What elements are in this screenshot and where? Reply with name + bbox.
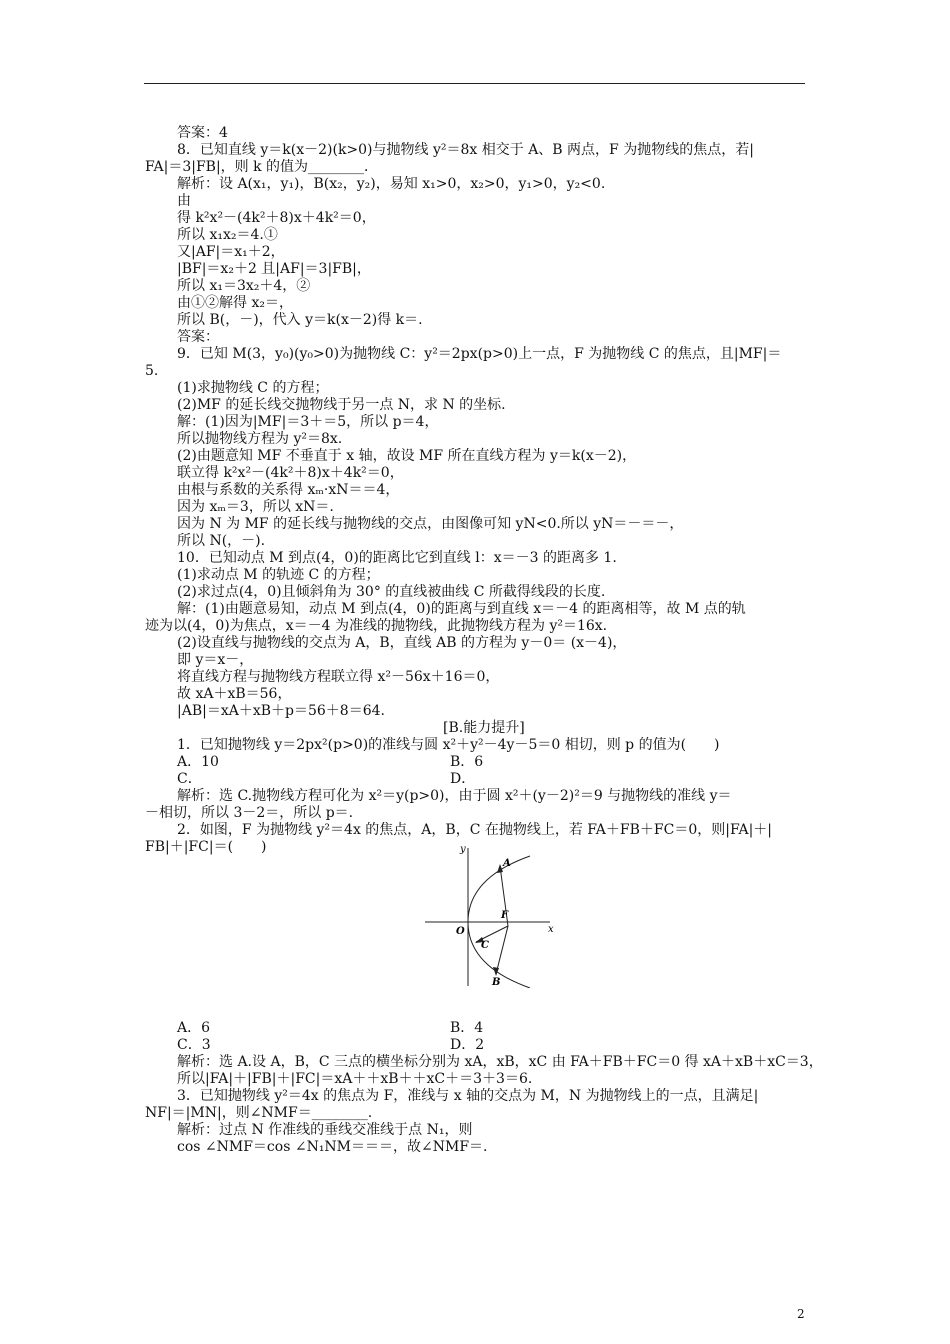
text-line: 迹为以(4，0)为焦点，x＝－4 为准线的抛物线，此抛物线方程为 y²＝16x. (145, 618, 608, 634)
text-line: 因为 xₘ＝3，所以 xN＝. (177, 499, 334, 515)
text-line: 所以|FA|＋|FB|＋|FC|＝xA＋＋xB＋＋xC＋＝3＋3＝6. (177, 1071, 533, 1087)
text-line: 答案： (177, 329, 219, 345)
text-line: 1．已知抛物线 y＝2px²(p>0)的准线与圆 x²＋y²－4y－5＝0 相切，则 p 的值为( ) (177, 737, 720, 753)
arrow-b (493, 967, 499, 976)
text-line: 3．已知抛物线 y²＝4x 的焦点为 F，准线与 x 轴的交点为 M，N 为抛物线上的一点，且满足| (177, 1088, 759, 1104)
text-line: (1)求动点 M 的轨迹 C 的方程； (177, 567, 380, 583)
text-line: 所以 B(，－)，代入 y＝k(x－2)得 k＝. (177, 312, 423, 328)
text-line: －相切，所以 3－2＝，所以 p＝. (145, 805, 354, 821)
text-line: NF|＝|MN|，则∠NMF＝________. (145, 1105, 373, 1121)
text-line: B．4 (450, 1020, 484, 1036)
text-line: 故 xA＋xB＝56， (177, 686, 292, 702)
text-line: FA|＝3|FB|，则 k 的值为________． (145, 159, 379, 175)
text-line: 2．如图，F 为抛物线 y²＝4x 的焦点，A，B，C 在抛物线上，若 FA＋FB＋FC＝0，则|FA|＋| (177, 822, 773, 838)
text-line: (2)由题意知 MF 不垂直于 x 轴，故设 MF 所在直线方程为 y＝k(x－2)， (177, 448, 637, 464)
text-line: 解析：过点 N 作准线的垂线交准线于点 N₁，则 (177, 1122, 473, 1138)
text-line: 10．已知动点 M 到点(4，0)的距离比它到直线 l：x＝－3 的距离多 1. (177, 550, 617, 566)
text-line: D． (450, 771, 476, 787)
page-number: 2 (797, 1307, 805, 1321)
text-line: FB|＋|FC|＝( ) (145, 839, 267, 855)
text-line: (2)求过点(4，0)且倾斜角为 30° 的直线被曲线 C 所截得线段的长度. (177, 584, 606, 600)
header-rule (144, 83, 805, 84)
text-line: 由 (177, 193, 191, 209)
label-b: B (492, 977, 501, 988)
text-line: 所以 x₁x₂＝4.① (177, 227, 278, 243)
text-line: D．2 (450, 1037, 485, 1053)
text-line: (1)求抛物线 C 的方程； (177, 380, 329, 396)
text-line: |BF|＝x₂＋2 且|AF|＝3|FB|， (177, 261, 371, 277)
text-line: B．6 (450, 754, 484, 770)
label-c: C (481, 940, 489, 951)
text-line: 答案：4 (177, 125, 228, 141)
text-line: |AB|＝xA＋xB＋p＝56＋8＝64. (177, 703, 385, 719)
label-y: y (460, 844, 466, 855)
segment-fb (496, 926, 508, 974)
text-line: (2)MF 的延长线交抛物线于另一点 N，求 N 的坐标. (177, 397, 506, 413)
text-line: 得 k²x²－(4k²＋8)x＋4k²＝0， (177, 210, 376, 226)
parabola-figure (420, 838, 560, 988)
label-f: F (501, 910, 509, 921)
text-line: 因为 N 为 MF 的延长线与抛物线的交点，由图像可知 yN<0.所以 yN＝－＝－， (177, 516, 684, 532)
text-line: (2)设直线与抛物线的交点为 A，B，直线 AB 的方程为 y－0＝ (x－4)， (177, 635, 627, 651)
text-line: 解析：设 A(x₁，y₁)，B(x₂，y₂)，易知 x₁>0，x₂>0，y₁>0，y₂<0. (177, 176, 606, 192)
text-line: 8．已知直线 y＝k(x－2)(k>0)与抛物线 y²＝8x 相交于 A、B 两点，F 为抛物线的焦点，若| (177, 142, 754, 158)
text-line: C．3 (177, 1037, 211, 1053)
text-line: C． (177, 771, 202, 787)
label-a: A (503, 858, 511, 869)
text-line: 又|AF|＝x₁＋2， (177, 244, 285, 260)
text-line: [B.能力提升] (443, 720, 525, 736)
text-line: 将直线方程与抛物线方程联立得 x²－56x＋16＝0， (177, 669, 500, 685)
text-line: 即 y＝x－， (177, 652, 254, 668)
text-line: 由根与系数的关系得 xₘ·xN＝＝4， (177, 482, 400, 498)
text-line: A．6 (177, 1020, 211, 1036)
text-line: 由①②解得 x₂＝， (177, 295, 293, 311)
text-line: 解析：选 A.设 A，B，C 三点的横坐标分别为 xA，xB，xC 由 FA＋FB＋FC＝0 得 xA＋xB＋xC＝3， (177, 1054, 823, 1070)
text-line: 5. (145, 363, 159, 379)
label-x: x (548, 924, 554, 935)
text-line: 所以抛物线方程为 y²＝8x. (177, 431, 343, 447)
text-line: A．10 (177, 754, 219, 770)
text-line: 所以 x₁＝3x₂＋4，② (177, 278, 311, 294)
text-line: cos ∠NMF＝cos ∠N₁NM＝＝＝，故∠NMF＝. (177, 1139, 488, 1155)
label-o: O (456, 926, 465, 937)
text-line: 解析：选 C.抛物线方程可化为 x²＝y(p>0)，由于圆 x²＋(y－2)²＝9 与抛物线的准线 y＝ (177, 788, 732, 804)
text-line: 解：(1)因为|MF|＝3＋＝5，所以 p＝4， (177, 414, 439, 430)
text-line: 解：(1)由题意易知，动点 M 到点(4，0)的距离与到直线 x＝－4 的距离相等，故 M 点的轨 (177, 601, 746, 617)
text-line: 9．已知 M(3，y₀)(y₀>0)为抛物线 C：y²＝2px(p>0)上一点，F 为抛物线 C 的焦点，且|MF|＝ (177, 346, 782, 362)
text-line: 联立得 k²x²－(4k²＋8)x＋4k²＝0， (177, 465, 404, 481)
text-line: 所以 N(，－). (177, 533, 266, 549)
